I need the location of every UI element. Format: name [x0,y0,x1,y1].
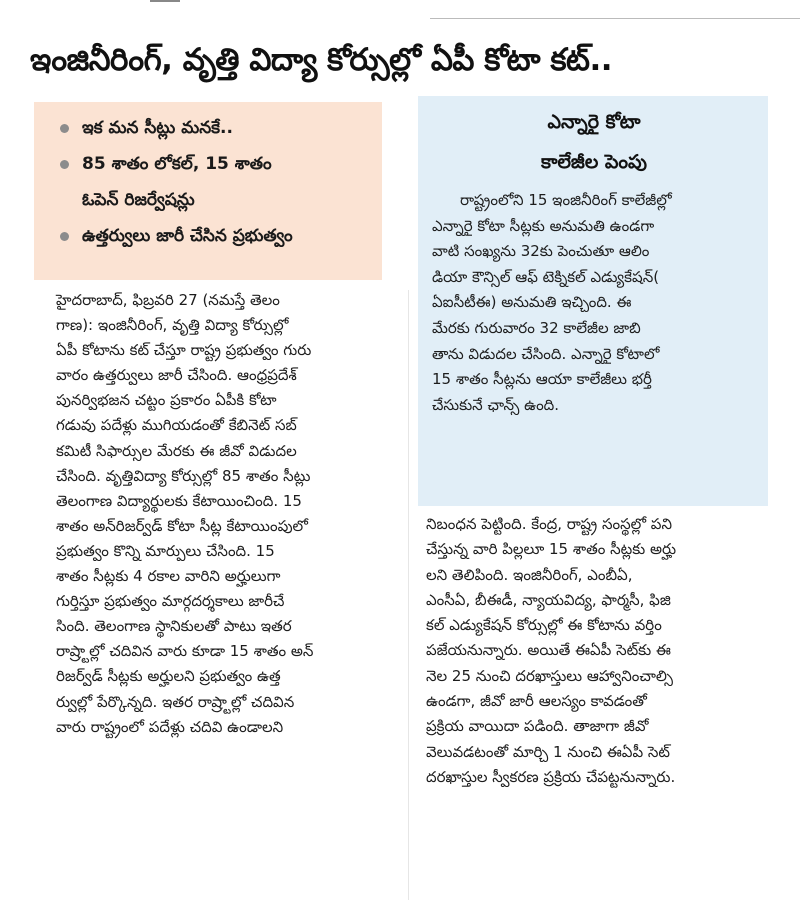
sidebar-line: వాటి సంఖ్యను 32కు పెంచుతూ ఆలిం [432,242,650,261]
highlight-text: ఇక మన సీట్లు మనకే.. [82,118,233,138]
article-line: ప్రక్రియ వాయిదా పడింది. తాజాగా జీవో [426,717,649,736]
highlight-text: ఉత్తర్వులు జారీ చేసిన ప్రభుత్వం [82,226,293,246]
article-line: ప్రభుత్వం కొన్ని మార్పులు చేసింది. 15 [56,541,275,560]
article-line: చేసింది. వృత్తివిద్యా కోర్సుల్లో 85 శాతం సీట్లు [56,466,311,485]
article-line: పజేయనున్నారు. అయితే ఈఏపీ సెట్‌కు ఈ [426,641,671,660]
sidebar-line: డియా కౌన్సిల్ ఆఫ్ టెక్నికల్ ఎడ్యుకేషన్( [432,267,660,286]
article-line: ర్వుల్లో పేర్కొన్నది. ఇతర రాష్ర్టాల్లో చదివిన [56,692,295,711]
highlight-item [56,146,366,182]
sidebar-line: మేరకు గురువారం 32 కాలేజీల జాబి [432,318,641,337]
sidebar-title: ఎన్నారై కోటా [547,111,641,133]
article-line: శాతం సీట్లకు 4 రకాల వారిని అర్హులుగా [56,567,281,586]
highlight-item [56,110,366,146]
article-line: తెలంగాణ విద్యార్థులకు కేటాయించింది. 15 [56,491,302,510]
sidebar-line: ఏఐసీటీఈ) అనుమతి ఇచ్చింది. ఈ [432,293,632,312]
article-line: వెలువడటంతో మార్చి 1 నుంచి ఈఏపీ సెట్ [426,742,671,761]
bullet-icon [60,232,69,241]
bullet-icon [60,124,69,133]
article-line: చేస్తున్న వారి పిల్లలూ 15 శాతం సీట్లకు అర్హు [426,540,677,559]
column-divider [408,290,409,900]
article-line: ఎంసీఏ, బీఈడీ, న్యాయవిద్య, ఫార్మసీ, ఫిజి [426,590,671,609]
article-line: శాతం అన్‌రిజర్వ్‌డ్ కోటా సీట్ల కేటాయింపులో [56,516,308,535]
sidebar-line: 15 శాతం సీట్లను ఆయా కాలేజీలు భర్తీ [432,370,652,389]
article-line: సింది. తెలంగాణ స్థానికులతో పాటు ఇతర [56,617,292,636]
article-line: కమిటీ సిఫార్సుల మేరకు ఈ జీవో విడుదల [56,441,297,460]
article-line: గాణ): ఇంజినీరింగ్, వృత్తి విద్యా కోర్సుల్లో [56,316,289,335]
article-line: రాష్ర్టాల్లో చదివిన వారు కూడా 15 శాతం అన్ [56,642,314,661]
article-line: కల్ ఎడ్యుకేషన్ కోర్సుల్లో ఈ కోటాను వర్తిం [426,616,662,635]
article-line: రిజర్వ్‌డ్ సీట్లకు అర్హులని ప్రభుత్వం ఉత్త [56,667,281,686]
sidebar-title: కాలేజీల పెంపు [540,151,648,173]
article-line: వారు రాష్ట్రంలో పదేళ్లు చదివి ఉండాలని [56,717,284,736]
top-mark [150,0,180,6]
article-left-column [56,288,398,740]
sidebar-line: తాను విడుదల చేసింది. ఎన్నారై కోటాలో [432,344,660,363]
article-line: హైదరాబాద్, ఫిబ్రవరి 27 (నమస్తే తెలం [56,291,280,309]
article-line: ఉండగా, జీవో జారీ ఆలస్యం కావడంతో [426,692,647,711]
highlight-text: 85 శాతం లోకల్, 15 శాతం [82,154,272,174]
sidebar-body [432,188,756,418]
sidebar-line: ఎన్నారై కోటా సీట్లకు అనుమతి ఉండగా [432,216,655,235]
bullet-icon [60,160,69,169]
article-line: నిబంధన పెట్టింది. కేంద్ర, రాష్ట్ర సంస్థల్లో పని [426,515,673,533]
highlight-item-continued [56,182,366,218]
sidebar-line: రాష్ట్రంలోని 15 ఇంజినీరింగ్ కాలేజీల్లో [460,191,672,209]
sidebar-box [418,96,768,506]
article-line: ఏపీ కోటాను కట్ చేస్తూ రాష్ట్ర ప్రభుత్వం గురు [56,341,312,360]
highlights-box [34,102,382,280]
article-line: వారం ఉత్తర్వులు జారీ చేసింది. ఆంధ్రప్రదేశ్ [56,366,297,385]
highlight-text: ఓపెన్ రిజర్వేషన్లు [82,190,195,210]
sidebar-line: చేసుకునే ఛాన్స్ ఉంది. [432,395,560,414]
article-line: నెల 25 నుంచి దరఖాస్తులు ఆహ్వానించాల్సి [426,666,673,685]
article-line: గుర్తిస్తూ ప్రభుత్వం మార్గదర్శకాలు జారీచే [56,592,285,611]
top-rule [430,18,800,19]
headline: ఇంజినీరింగ్, వృత్తి విద్యా కోర్సుల్లో ఏపీ కోటా కట్.. [30,42,613,78]
article-right-column [426,512,770,790]
article-line: దరఖాస్తుల స్వీకరణ ప్రక్రియ చేపట్టనున్నారు. [426,767,676,786]
article-line: పునర్విభజన చట్టం ప్రకారం ఏపీకి కోటా [56,391,277,410]
highlight-item [56,218,366,254]
article-line: లని తెలిపింది. ఇంజినీరింగ్, ఎంబీఏ, [426,565,633,584]
article-line: గడువు పదేళ్లు ముగియడంతో కేబినెట్ సబ్ [56,416,297,435]
